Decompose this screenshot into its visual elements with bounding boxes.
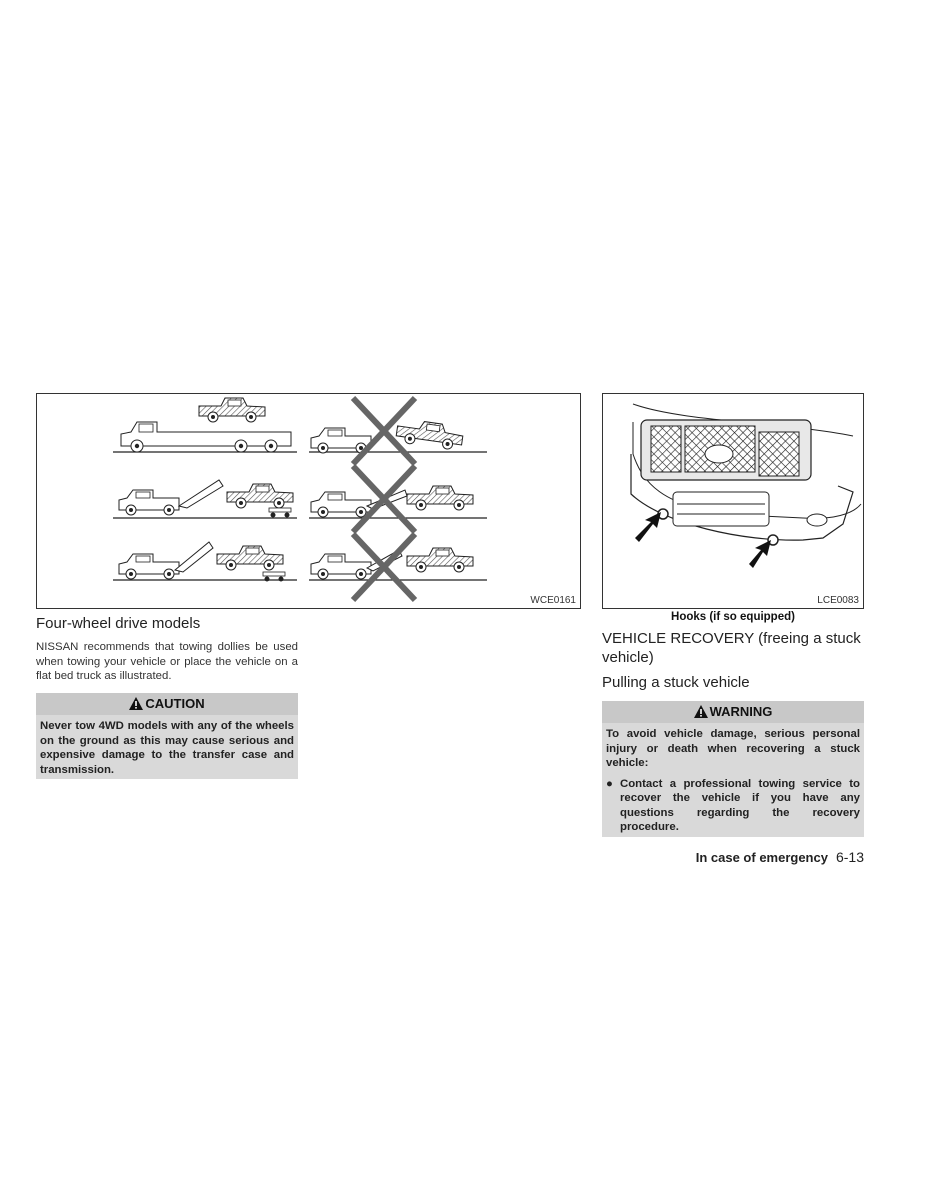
caution-text: Never tow 4WD models with any of the wheels on the ground as this may cause serious and expensive damage to the transfer case and transmission. <box>40 720 294 776</box>
section-heading: VEHICLE RECOVERY (freeing a stuck vehicle) <box>602 630 861 666</box>
caution-title <box>36 693 298 715</box>
towing-illustration <box>36 393 581 609</box>
warning-title <box>602 701 864 723</box>
warning-label: WARNING <box>709 704 773 719</box>
section-heading: Four-wheel drive models <box>36 615 201 632</box>
warning-triangle-icon <box>129 697 143 710</box>
front-bumper-drawing <box>603 394 863 608</box>
warning-box <box>602 701 864 837</box>
body-paragraph: NISSAN recommends that towing dollies be used when towing your vehicle or place the vehicle on a flat bed truck as illustrated. <box>36 641 298 682</box>
page-footer <box>696 849 864 865</box>
warning-bullet-text: Contact a professional towing service to recover the vehicle if you have any questions regarding the recovery procedure. <box>620 777 860 833</box>
arrow-left-icon <box>635 512 661 542</box>
figure-code: LCE0083 <box>817 595 859 606</box>
warning-triangle-icon <box>694 705 708 718</box>
subsection-heading: Pulling a stuck vehicle <box>602 674 750 691</box>
warning-intro: To avoid vehicle damage, serious personal injury or death when recovering a stuck vehicle: <box>606 728 860 769</box>
tow-hooks-illustration <box>602 393 864 609</box>
warning-bullet <box>602 774 864 838</box>
figure-code: WCE0161 <box>530 595 576 606</box>
dolly-icon <box>269 508 291 518</box>
figure-caption: Hooks (if so equipped) <box>671 611 795 623</box>
towing-methods-drawing <box>37 394 580 608</box>
arrow-right-icon <box>749 540 771 568</box>
caution-label: CAUTION <box>145 696 205 711</box>
page-number: 6-13 <box>835 849 864 865</box>
bullet-icon: ● <box>606 777 613 790</box>
caution-box <box>36 693 298 779</box>
footer-section: In case of emergency <box>695 850 828 865</box>
